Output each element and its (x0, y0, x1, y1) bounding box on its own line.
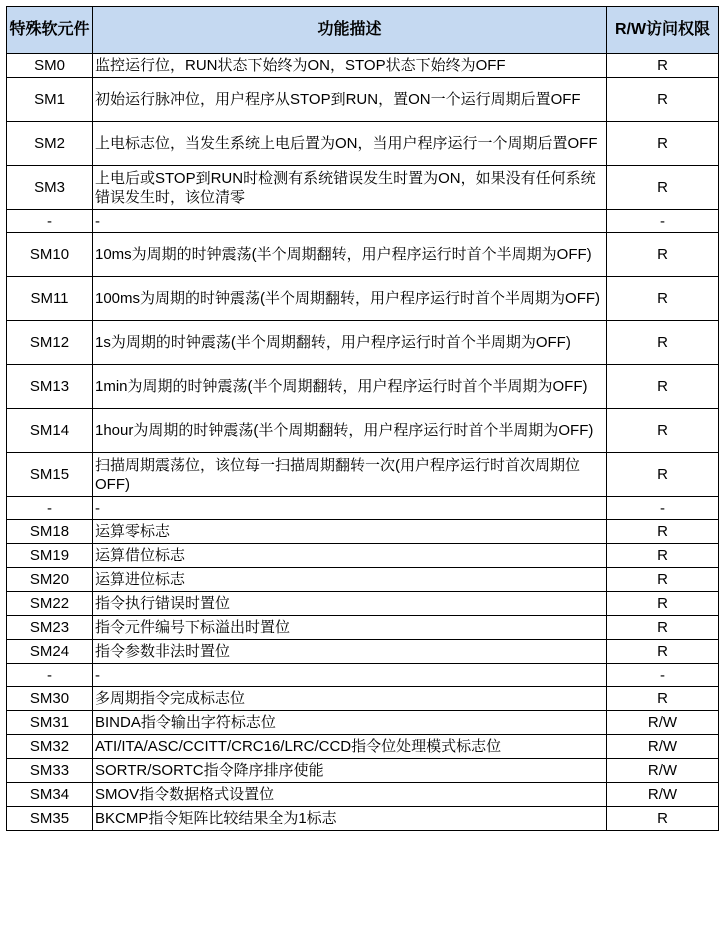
element-cell: SM24 (7, 640, 93, 664)
element-cell: SM12 (7, 321, 93, 365)
table-row (7, 210, 719, 233)
table-row (7, 233, 719, 277)
table-row (7, 783, 719, 807)
description-cell: 扫描周期震荡位，该位每一扫描周期翻转一次(用户程序运行时首次周期位OFF) (93, 453, 607, 497)
element-cell: SM18 (7, 520, 93, 544)
table-row (7, 759, 719, 783)
access-cell: R (607, 616, 719, 640)
table-row (7, 544, 719, 568)
access-cell: R (607, 122, 719, 166)
description-cell: - (93, 664, 607, 687)
table-row (7, 78, 719, 122)
access-cell: - (607, 210, 719, 233)
element-cell: SM35 (7, 807, 93, 831)
table-row (7, 520, 719, 544)
element-cell: SM32 (7, 735, 93, 759)
description-cell: 10ms为周期的时钟震荡(半个周期翻转，用户程序运行时首个半周期为OFF) (93, 233, 607, 277)
element-cell: SM23 (7, 616, 93, 640)
element-cell: SM11 (7, 277, 93, 321)
element-cell: SM20 (7, 568, 93, 592)
element-cell: SM33 (7, 759, 93, 783)
description-cell: BKCMP指令矩阵比较结果全为1标志 (93, 807, 607, 831)
access-cell: R (607, 409, 719, 453)
description-cell: 1hour为周期的时钟震荡(半个周期翻转，用户程序运行时首个半周期为OFF) (93, 409, 607, 453)
access-cell: R/W (607, 783, 719, 807)
access-cell: R (607, 807, 719, 831)
header-description: 功能描述 (93, 7, 607, 54)
description-cell: 运算进位标志 (93, 568, 607, 592)
element-cell: SM0 (7, 54, 93, 78)
table-row (7, 277, 719, 321)
header-element: 特殊软元件 (7, 7, 93, 54)
access-cell: R/W (607, 735, 719, 759)
access-cell: R (607, 544, 719, 568)
description-cell: 上电后或STOP到RUN时检测有系统错误发生时置为ON，如果没有任何系统错误发生时，该位清零 (93, 166, 607, 210)
element-cell: SM14 (7, 409, 93, 453)
special-relay-table (6, 6, 719, 831)
description-cell: 指令元件编号下标溢出时置位 (93, 616, 607, 640)
access-cell: - (607, 664, 719, 687)
access-cell: R (607, 640, 719, 664)
description-cell: 1s为周期的时钟震荡(半个周期翻转，用户程序运行时首个半周期为OFF) (93, 321, 607, 365)
access-cell: R (607, 166, 719, 210)
table-row (7, 166, 719, 210)
table-row (7, 122, 719, 166)
element-cell: SM22 (7, 592, 93, 616)
element-cell: SM30 (7, 687, 93, 711)
access-cell: R (607, 54, 719, 78)
description-cell: 运算零标志 (93, 520, 607, 544)
table-row (7, 365, 719, 409)
access-cell: R (607, 365, 719, 409)
description-cell: 初始运行脉冲位，用户程序从STOP到RUN，置ON一个运行周期后置OFF (93, 78, 607, 122)
description-cell: SMOV指令数据格式设置位 (93, 783, 607, 807)
access-cell: - (607, 497, 719, 520)
element-cell: SM3 (7, 166, 93, 210)
table-row (7, 497, 719, 520)
access-cell: R (607, 687, 719, 711)
element-cell: - (7, 664, 93, 687)
element-cell: SM2 (7, 122, 93, 166)
table-row (7, 453, 719, 497)
table-row (7, 711, 719, 735)
access-cell: R (607, 520, 719, 544)
table-row (7, 687, 719, 711)
element-cell: SM19 (7, 544, 93, 568)
description-cell: 多周期指令完成标志位 (93, 687, 607, 711)
element-cell: - (7, 497, 93, 520)
description-cell: SORTR/SORTC指令降序排序使能 (93, 759, 607, 783)
element-cell: SM10 (7, 233, 93, 277)
access-cell: R (607, 277, 719, 321)
element-cell: SM1 (7, 78, 93, 122)
access-cell: R (607, 78, 719, 122)
header-access: R/W访问权限 (607, 7, 719, 54)
description-cell: 上电标志位，当发生系统上电后置为ON，当用户程序运行一个周期后置OFF (93, 122, 607, 166)
access-cell: R/W (607, 711, 719, 735)
access-cell: R/W (607, 759, 719, 783)
description-cell: BINDA指令输出字符标志位 (93, 711, 607, 735)
table-row (7, 735, 719, 759)
table-row (7, 640, 719, 664)
access-cell: R (607, 568, 719, 592)
table-row (7, 409, 719, 453)
access-cell: R (607, 453, 719, 497)
description-cell: 指令执行错误时置位 (93, 592, 607, 616)
description-cell: 监控运行位，RUN状态下始终为ON，STOP状态下始终为OFF (93, 54, 607, 78)
element-cell: - (7, 210, 93, 233)
table-row (7, 321, 719, 365)
element-cell: SM34 (7, 783, 93, 807)
table-row (7, 664, 719, 687)
table-row (7, 568, 719, 592)
table-row (7, 54, 719, 78)
access-cell: R (607, 592, 719, 616)
table-row (7, 592, 719, 616)
description-cell: 1min为周期的时钟震荡(半个周期翻转，用户程序运行时首个半周期为OFF) (93, 365, 607, 409)
description-cell: - (93, 497, 607, 520)
element-cell: SM13 (7, 365, 93, 409)
description-cell: 指令参数非法时置位 (93, 640, 607, 664)
access-cell: R (607, 233, 719, 277)
element-cell: SM31 (7, 711, 93, 735)
element-cell: SM15 (7, 453, 93, 497)
description-cell: 100ms为周期的时钟震荡(半个周期翻转，用户程序运行时首个半周期为OFF) (93, 277, 607, 321)
description-cell: 运算借位标志 (93, 544, 607, 568)
table-body (7, 54, 719, 831)
table-header-row (7, 7, 719, 54)
table-row (7, 616, 719, 640)
description-cell: ATI/ITA/ASC/CCITT/CRC16/LRC/CCD指令位处理模式标志位 (93, 735, 607, 759)
table-row (7, 807, 719, 831)
description-cell: - (93, 210, 607, 233)
access-cell: R (607, 321, 719, 365)
